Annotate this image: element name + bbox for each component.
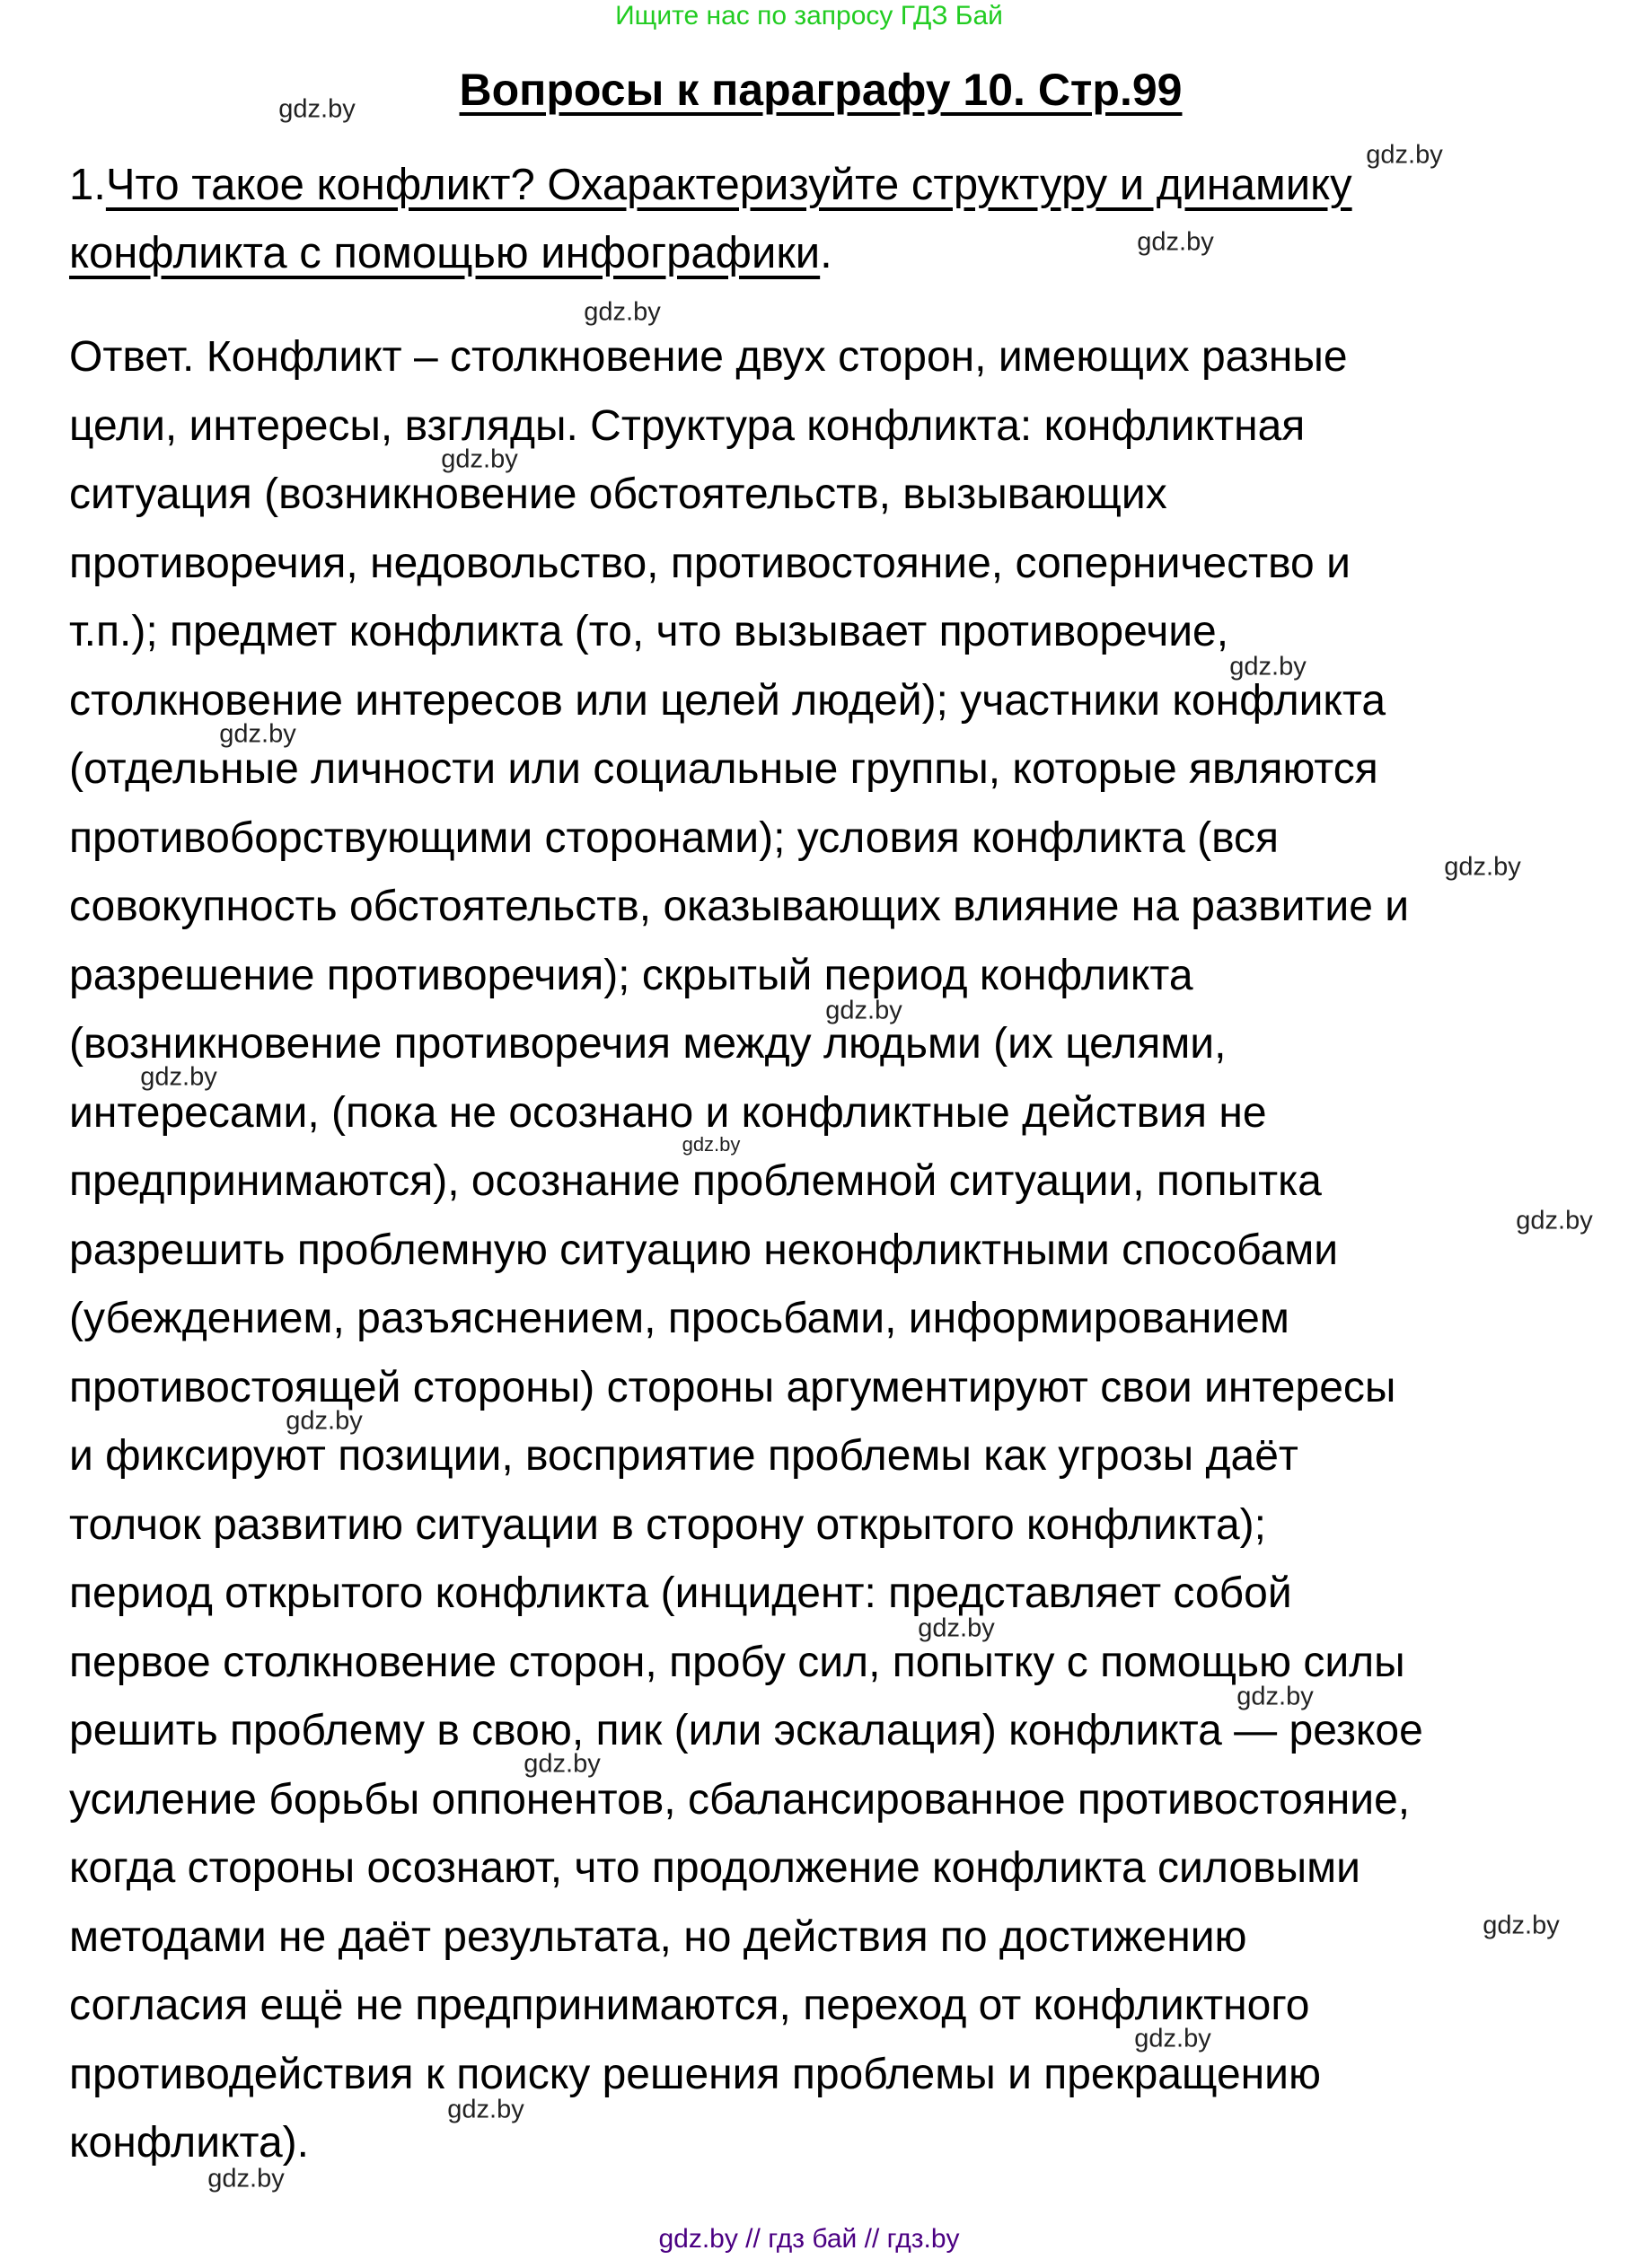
watermark: gdz.by — [1134, 2024, 1211, 2053]
answer-line: период открытого конфликта (инцидент: представляет собой — [69, 1569, 1292, 1617]
watermark: gdz.by — [441, 444, 518, 474]
answer-line: столкновение интересов или целей людей); участники конфликта — [69, 676, 1386, 725]
watermark: gdz.by — [1444, 852, 1521, 882]
watermark: gdz.by — [1483, 1911, 1560, 1940]
watermark: gdz.by — [140, 1062, 217, 1092]
answer-line: (возникновение противоречия между людьми (их целями, — [69, 1020, 1227, 1068]
answer-line: усиление борьбы оппонентов, сбалансированное противостояние, — [69, 1775, 1411, 1824]
watermark: gdz.by — [447, 2095, 524, 2124]
watermark: gdz.by — [1366, 140, 1443, 170]
answer-line: разрешить проблемную ситуацию неконфликтными способами — [69, 1226, 1338, 1274]
question-line-2 — [69, 228, 832, 278]
answer-line: ситуация (возникновение обстоятельств, вызывающих — [69, 470, 1167, 518]
answer-line: противодействия к поиску решения проблемы и прекращению — [69, 2050, 1321, 2098]
answer-line: предпринимаются), осознание проблемной ситуации, попытка — [69, 1157, 1322, 1205]
watermark: gdz.by — [825, 996, 902, 1025]
watermark: gdz.by — [1236, 1682, 1314, 1711]
answer-line: противоречия, недовольство, противостояние, соперничество и — [69, 539, 1351, 587]
footer-links: gdz.by // гдз бай // гдз.by — [658, 2224, 960, 2254]
answer-line: когда стороны осознают, что продолжение конфликта силовыми — [69, 1844, 1360, 1892]
answer-line: согласия ещё не предпринимаются, переход от конфликтного — [69, 1982, 1310, 2029]
question-number: 1. — [69, 161, 106, 209]
answer-line: разрешение противоречия); скрытый период конфликта — [69, 951, 1193, 999]
answer-line: цели, интересы, взгляды. Структура конфликта: конфликтная — [69, 401, 1306, 450]
answer-line: Ответ. Конфликт – столкновение двух сторон, имеющих разные — [69, 333, 1348, 381]
answer-line: конфликта). — [69, 2119, 309, 2167]
answer-line: противостоящей стороны) стороны аргументируют свои интересы — [69, 1363, 1396, 1411]
question-line-1 — [69, 160, 1352, 210]
watermark: gdz.by — [219, 719, 296, 749]
answer-line: (убеждением, разъяснением, просьбами, информированием — [69, 1295, 1289, 1342]
watermark: gdz.by — [278, 94, 356, 124]
answer-line: первое столкновение сторон, пробу сил, попытку с помощью силы — [69, 1638, 1405, 1686]
answer-line: методами не даёт результата, но действия по достижению — [69, 1912, 1247, 1961]
watermark: gdz.by — [1229, 652, 1307, 681]
watermark: gdz.by — [207, 2164, 285, 2193]
answer-line: решить проблему в свою, пик (или эскалация) конфликта — резкое — [69, 1707, 1423, 1754]
answer-line: совокупность обстоятельств, оказывающих влияние на развитие и — [69, 883, 1410, 930]
watermark: gdz.by — [1137, 227, 1214, 257]
question-text-2: конфликта с помощью инфографики — [69, 229, 821, 277]
watermark: gdz.by — [1516, 1206, 1593, 1235]
answer-line: толчок развитию ситуации в сторону открытого конфликта); — [69, 1500, 1266, 1549]
answer-line: т.п.); предмет конфликта (то, что вызывает противоречие, — [69, 608, 1229, 655]
question-end: . — [820, 229, 832, 277]
watermark: gdz.by — [584, 297, 661, 327]
answer-line: (отдельные личности или социальные группы, которые являются — [69, 745, 1378, 793]
page-title: Вопросы к параграфу 10. Стр.99 — [459, 65, 1183, 115]
answer-line: и фиксируют позиции, восприятие проблемы как угрозы даёт — [69, 1432, 1298, 1480]
answer-line: противоборствующими сторонами); условия конфликта (вся — [69, 813, 1280, 862]
watermark: gdz.by — [524, 1749, 601, 1779]
search-hint-banner: Ищите нас по запросу ГДЗ Бай — [615, 1, 1003, 31]
watermark: gdz.by — [682, 1133, 741, 1156]
watermark: gdz.by — [918, 1613, 995, 1643]
answer-line: интересами, (пока не осознано и конфликтные действия не — [69, 1088, 1267, 1137]
watermark: gdz.by — [286, 1406, 363, 1436]
question-text-1: Что такое конфликт? Охарактеризуйте структуру и динамику — [105, 161, 1352, 209]
